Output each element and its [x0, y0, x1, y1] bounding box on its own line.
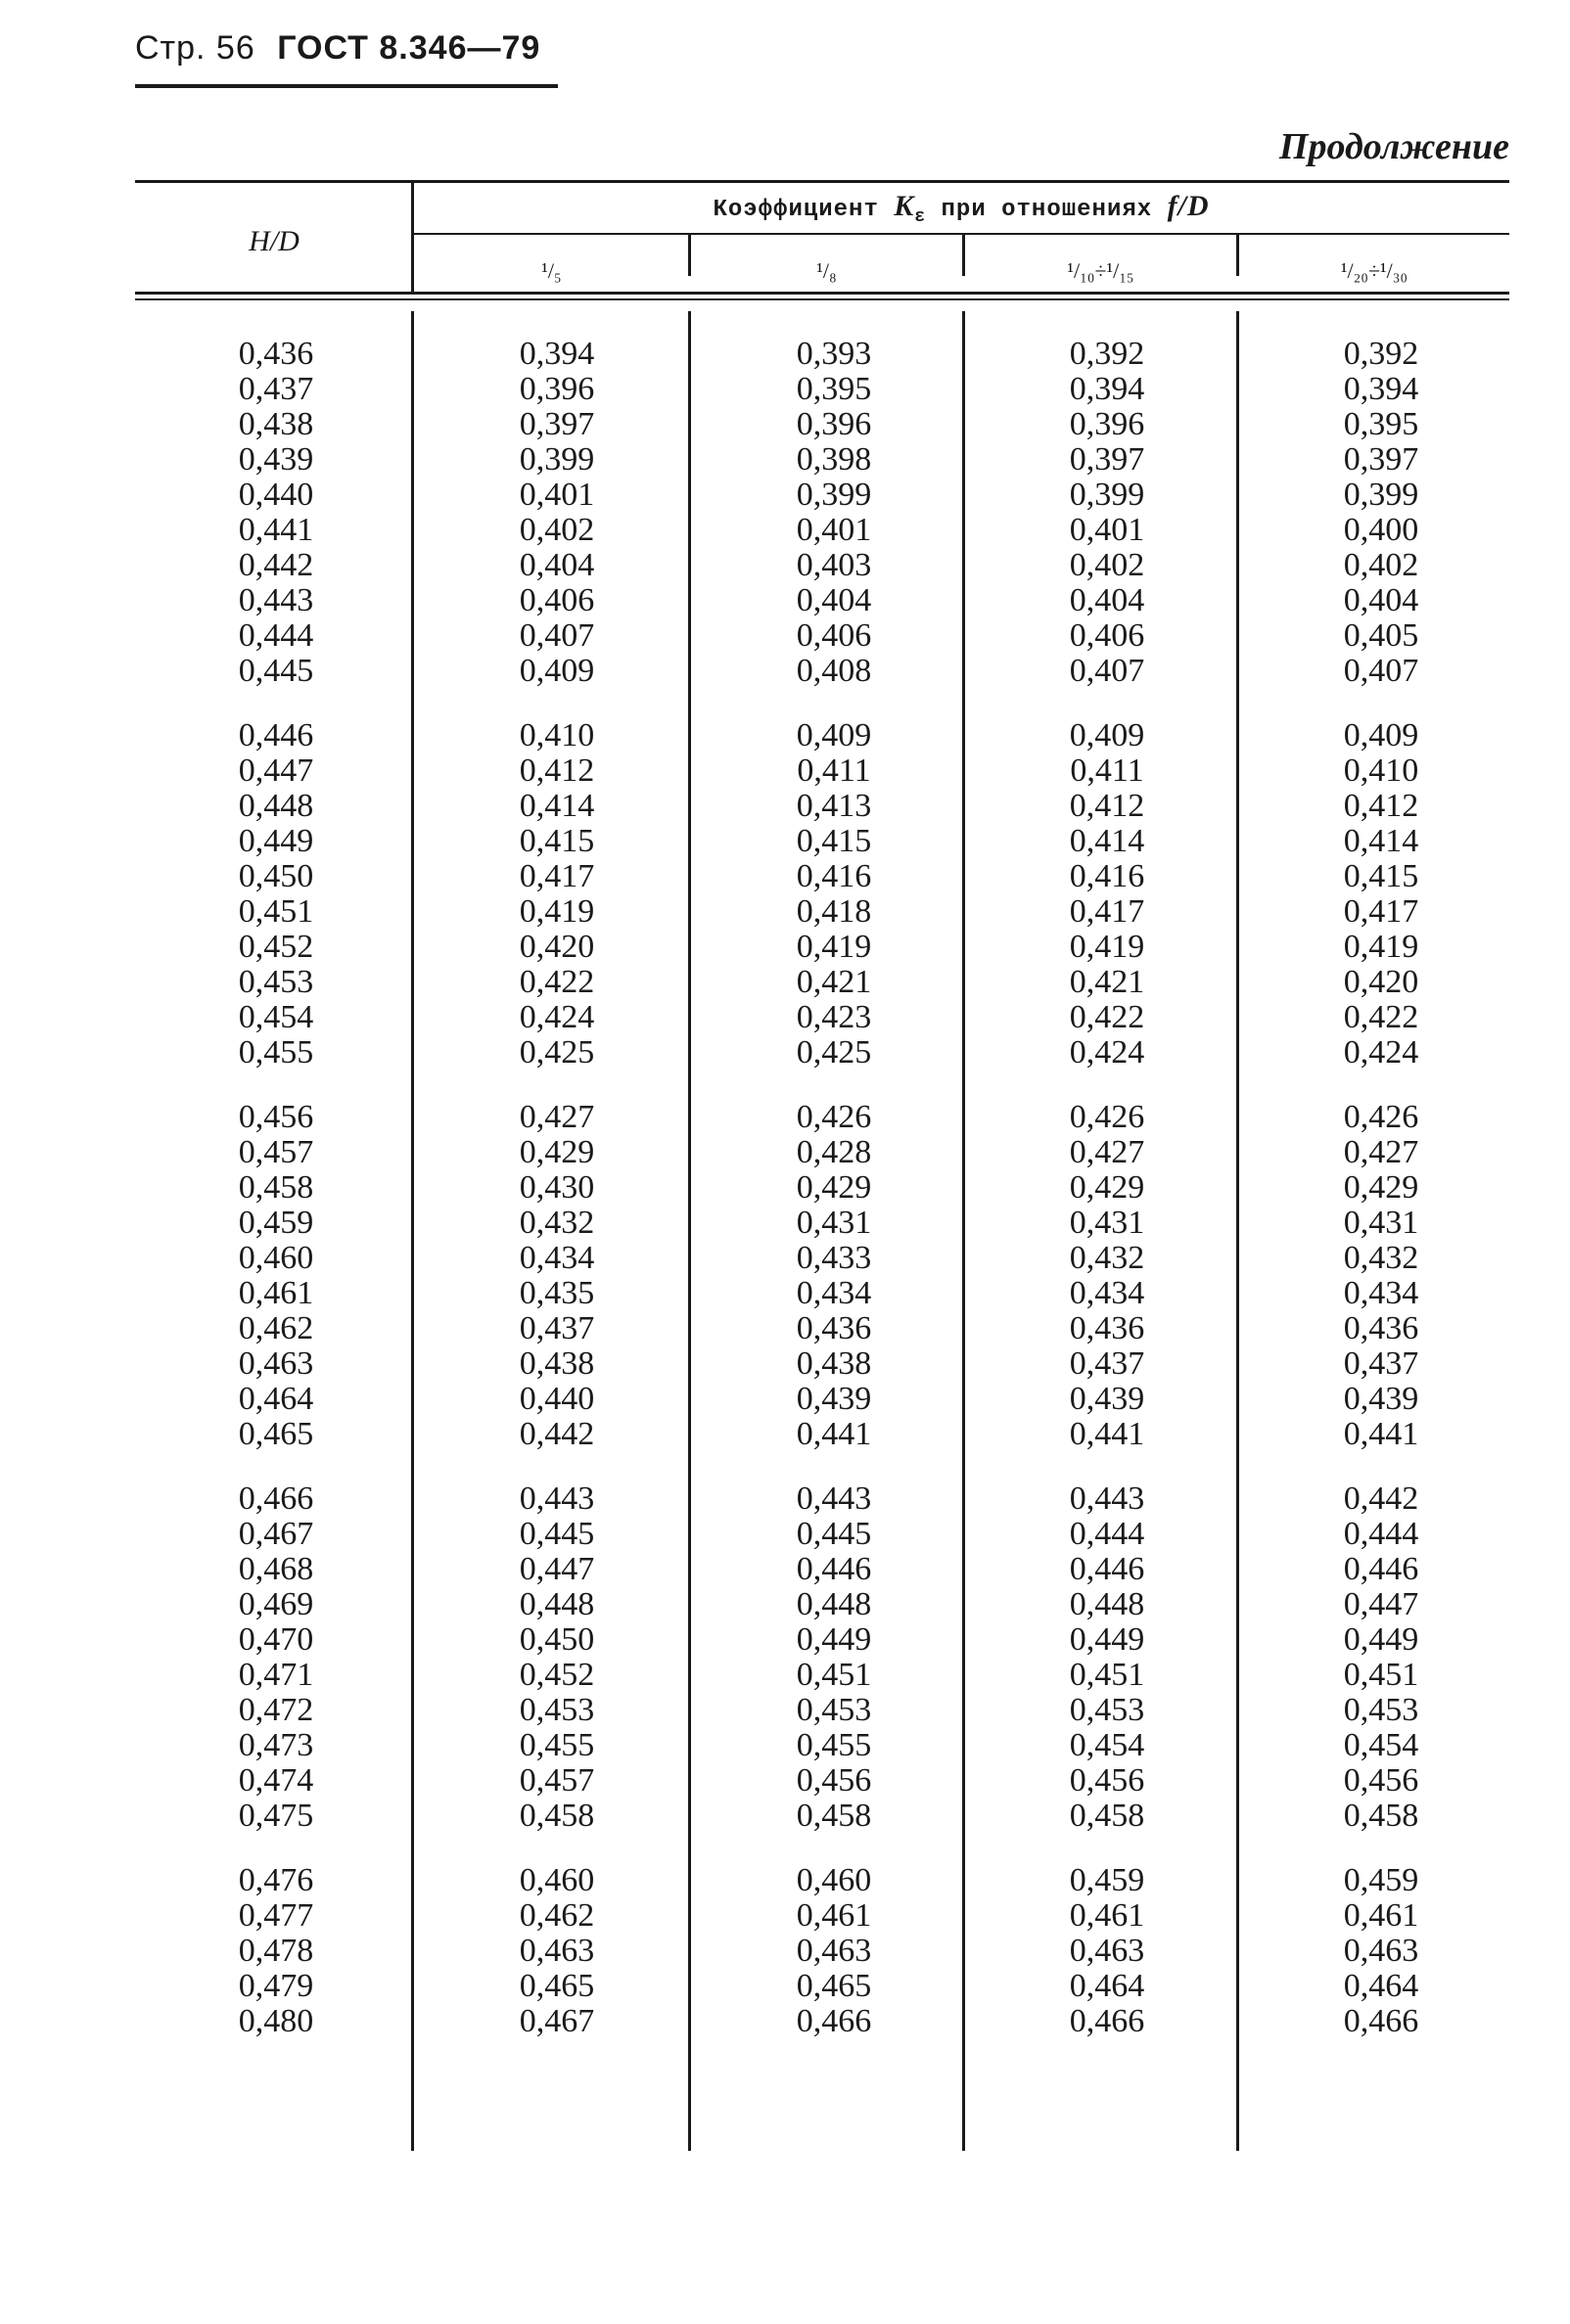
- column-group-caption: [413, 190, 1509, 227]
- hd-value: 0,436: [238, 336, 314, 372]
- hd-value: 0,474: [238, 1762, 314, 1799]
- ratio-1-20-30-value-column: [1253, 337, 1509, 689]
- ratio-1-8-value: 0,449: [796, 1621, 872, 1658]
- ratio-1-5-value: 0,414: [519, 788, 595, 824]
- ratio-1-10-15-value: 0,432: [1069, 1240, 1145, 1276]
- ratio-1-8-value-column: [706, 1100, 962, 1452]
- ratio-1-8-value: 0,433: [796, 1240, 872, 1276]
- hd-value: 0,462: [238, 1310, 314, 1346]
- ratio-1-20-30-value-column: [1253, 1100, 1509, 1452]
- hd-value-column: [159, 718, 393, 1071]
- hd-value: 0,472: [238, 1692, 314, 1728]
- ratio-1-5-value: 0,434: [519, 1240, 595, 1276]
- ratio-1-20-30-value: 0,402: [1343, 547, 1419, 583]
- ratio-1-10-15-value: 0,461: [1069, 1897, 1145, 1934]
- ratio-1-10-15-value: 0,411: [1070, 752, 1144, 789]
- hd-value-column: [159, 1863, 393, 2039]
- hd-value-column: [159, 1100, 393, 1452]
- caption-subscript: ε: [914, 206, 927, 227]
- row-header-label: H/D: [249, 225, 300, 257]
- ratio-1-5-value: 0,443: [519, 1481, 595, 1517]
- ratio-1-20-30-value: 0,459: [1343, 1862, 1419, 1898]
- hd-value: 0,464: [238, 1381, 314, 1417]
- ratio-1-20-30-value: 0,466: [1343, 2003, 1419, 2039]
- ratio-1-20-30-value: 0,431: [1343, 1205, 1419, 1241]
- coefficient-table: [135, 180, 1509, 2153]
- page-header: [135, 29, 540, 68]
- hd-value: 0,468: [238, 1551, 314, 1587]
- hd-value: 0,465: [238, 1416, 314, 1452]
- ratio-1-20-30-value: 0,463: [1343, 1933, 1419, 1969]
- ratio-1-20-30-value: 0,441: [1343, 1416, 1419, 1452]
- body-divider-1: [688, 311, 691, 2151]
- ratio-1-5-value: 0,463: [519, 1933, 595, 1969]
- hd-value: 0,448: [238, 788, 314, 824]
- body-divider-2: [962, 311, 965, 2151]
- hd-value: 0,450: [238, 858, 314, 894]
- ratio-1-5-value: 0,419: [519, 893, 595, 930]
- ratio-1-20-30-value: 0,420: [1343, 964, 1419, 1000]
- ratio-1-20-30-value-column: [1253, 1481, 1509, 1834]
- ratio-1-20-30-value: 0,461: [1343, 1897, 1419, 1934]
- hd-value: 0,480: [238, 2003, 314, 2039]
- column-header-1-5: ¹/₅: [541, 258, 562, 283]
- ratio-1-20-30-value-column: [1253, 718, 1509, 1071]
- ratio-1-5-value: 0,442: [519, 1416, 595, 1452]
- ratio-1-8-value: 0,431: [796, 1205, 872, 1241]
- ratio-1-20-30-value: 0,453: [1343, 1692, 1419, 1728]
- ratio-1-5-value-column: [429, 1863, 685, 2039]
- ratio-1-5-value: 0,447: [519, 1551, 595, 1587]
- ratio-1-8-value: 0,423: [796, 999, 872, 1035]
- ratio-1-20-30-value: 0,394: [1343, 371, 1419, 407]
- hd-value: 0,442: [238, 547, 314, 583]
- ratio-1-20-30-value: 0,447: [1343, 1586, 1419, 1622]
- ratio-1-8-value: 0,404: [796, 582, 872, 618]
- ratio-1-8-value: 0,461: [796, 1897, 872, 1934]
- ratio-1-5-value: 0,448: [519, 1586, 595, 1622]
- hd-value: 0,467: [238, 1516, 314, 1552]
- ratio-1-10-15-value: 0,441: [1069, 1416, 1145, 1452]
- ratio-1-5-value: 0,422: [519, 964, 595, 1000]
- hd-value: 0,479: [238, 1968, 314, 2004]
- hd-value: 0,447: [238, 752, 314, 789]
- ratio-1-5-value: 0,432: [519, 1205, 595, 1241]
- ratio-1-20-30-value-column: [1253, 1863, 1509, 2039]
- ratio-1-8-value: 0,416: [796, 858, 872, 894]
- ratio-1-8-value-column: [706, 1481, 962, 1834]
- ratio-1-10-15-value: 0,431: [1069, 1205, 1145, 1241]
- body-divider-3: [1236, 311, 1239, 2151]
- ratio-1-5-value: 0,462: [519, 1897, 595, 1934]
- ratio-1-8-value: 0,434: [796, 1275, 872, 1311]
- ratio-1-10-15-value: 0,434: [1069, 1275, 1145, 1311]
- header-bottom-rule: [135, 292, 1509, 295]
- hd-value: 0,449: [238, 823, 314, 859]
- ratio-1-10-15-value: 0,449: [1069, 1621, 1145, 1658]
- ratio-1-5-value: 0,399: [519, 441, 595, 478]
- continuation-label: Продолжение: [1278, 126, 1509, 167]
- ratio-1-10-15-value: 0,443: [1069, 1481, 1145, 1517]
- hd-value: 0,438: [238, 406, 314, 442]
- hd-value: 0,446: [238, 717, 314, 753]
- ratio-1-10-15-value: 0,451: [1069, 1657, 1145, 1693]
- ratio-1-5-value: 0,427: [519, 1099, 595, 1135]
- ratio-1-20-30-value: 0,414: [1343, 823, 1419, 859]
- ratio-1-20-30-value: 0,432: [1343, 1240, 1419, 1276]
- ratio-1-10-15-value: 0,427: [1069, 1134, 1145, 1170]
- ratio-1-10-15-value: 0,448: [1069, 1586, 1145, 1622]
- ratio-1-10-15-value: 0,404: [1069, 582, 1145, 618]
- ratio-1-10-15-value: 0,436: [1069, 1310, 1145, 1346]
- hd-value: 0,453: [238, 964, 314, 1000]
- ratio-1-8-value: 0,458: [796, 1798, 872, 1834]
- ratio-1-8-value: 0,443: [796, 1481, 872, 1517]
- ratio-1-8-value: 0,448: [796, 1586, 872, 1622]
- hd-value: 0,445: [238, 653, 314, 689]
- ratio-1-8-value: 0,460: [796, 1862, 872, 1898]
- ratio-1-10-15-value: 0,444: [1069, 1516, 1145, 1552]
- ratio-1-5-value: 0,407: [519, 617, 595, 654]
- ratio-1-20-30-value: 0,419: [1343, 929, 1419, 965]
- caption-suffix: при отношениях: [941, 197, 1153, 223]
- ratio-1-20-30-value: 0,400: [1343, 512, 1419, 548]
- column-header-1-8: ¹/₈: [816, 258, 837, 283]
- ratio-1-8-value: 0,396: [796, 406, 872, 442]
- ratio-1-20-30-value: 0,392: [1343, 336, 1419, 372]
- hd-value: 0,463: [238, 1345, 314, 1382]
- ratio-1-20-30-value: 0,417: [1343, 893, 1419, 930]
- hd-value: 0,452: [238, 929, 314, 965]
- ratio-1-5-value: 0,438: [519, 1345, 595, 1382]
- ratio-1-5-value: 0,404: [519, 547, 595, 583]
- ratio-1-8-value: 0,438: [796, 1345, 872, 1382]
- ratio-1-5-value: 0,412: [519, 752, 595, 789]
- ratio-1-10-15-value-column: [979, 1481, 1235, 1834]
- ratio-1-20-30-value: 0,439: [1343, 1381, 1419, 1417]
- caption-rule: [413, 233, 1509, 235]
- ratio-1-20-30-value: 0,429: [1343, 1169, 1419, 1206]
- ratio-1-8-value: 0,399: [796, 477, 872, 513]
- ratio-1-20-30-value: 0,409: [1343, 717, 1419, 753]
- ratio-1-10-15-value: 0,456: [1069, 1762, 1145, 1799]
- caption-ratio: f/D: [1167, 190, 1210, 222]
- ratio-1-20-30-value: 0,456: [1343, 1762, 1419, 1799]
- hd-value: 0,469: [238, 1586, 314, 1622]
- ratio-1-10-15-value: 0,424: [1069, 1034, 1145, 1071]
- column-header-1-20-30: ¹/₂₀÷¹/₃₀: [1340, 258, 1408, 283]
- ratio-1-10-15-value: 0,406: [1069, 617, 1145, 654]
- body-divider-hd: [411, 311, 414, 2151]
- ratio-1-10-15-value: 0,426: [1069, 1099, 1145, 1135]
- ratio-1-10-15-value: 0,466: [1069, 2003, 1145, 2039]
- ratio-1-5-value: 0,406: [519, 582, 595, 618]
- ratio-1-10-15-value: 0,464: [1069, 1968, 1145, 2004]
- ratio-1-10-15-value: 0,463: [1069, 1933, 1145, 1969]
- ratio-1-8-value: 0,441: [796, 1416, 872, 1452]
- ratio-1-8-value: 0,456: [796, 1762, 872, 1799]
- ratio-1-8-value: 0,418: [796, 893, 872, 930]
- header-rule: [135, 84, 558, 88]
- ratio-1-20-30-value: 0,415: [1343, 858, 1419, 894]
- hd-value: 0,457: [238, 1134, 314, 1170]
- ratio-1-8-value: 0,398: [796, 441, 872, 478]
- hd-value: 0,456: [238, 1099, 314, 1135]
- ratio-1-20-30-value: 0,399: [1343, 477, 1419, 513]
- ratio-1-10-15-value: 0,446: [1069, 1551, 1145, 1587]
- ratio-1-20-30-value: 0,424: [1343, 1034, 1419, 1071]
- ratio-1-5-value-column: [429, 718, 685, 1071]
- hd-value: 0,444: [238, 617, 314, 654]
- ratio-1-5-value: 0,453: [519, 1692, 595, 1728]
- ratio-1-20-30-value: 0,449: [1343, 1621, 1419, 1658]
- ratio-1-5-value: 0,417: [519, 858, 595, 894]
- ratio-1-20-30-value: 0,454: [1343, 1727, 1419, 1763]
- ratio-1-10-15-value: 0,416: [1069, 858, 1145, 894]
- standard-code: ГОСТ 8.346—79: [277, 29, 541, 67]
- hd-value-column: [159, 1481, 393, 1834]
- ratio-1-10-15-value: 0,394: [1069, 371, 1145, 407]
- ratio-1-5-value-column: [429, 1481, 685, 1834]
- ratio-1-8-value: 0,401: [796, 512, 872, 548]
- ratio-1-8-value: 0,439: [796, 1381, 872, 1417]
- ratio-1-8-value-column: [706, 718, 962, 1071]
- ratio-1-10-15-value-column: [979, 1863, 1235, 2039]
- ratio-1-20-30-value: 0,410: [1343, 752, 1419, 789]
- ratio-1-10-15-value: 0,396: [1069, 406, 1145, 442]
- ratio-1-8-value: 0,445: [796, 1516, 872, 1552]
- ratio-1-5-value: 0,452: [519, 1657, 595, 1693]
- ratio-1-8-value: 0,406: [796, 617, 872, 654]
- ratio-1-10-15-value: 0,458: [1069, 1798, 1145, 1834]
- hd-value: 0,439: [238, 441, 314, 478]
- ratio-1-8-value: 0,466: [796, 2003, 872, 2039]
- ratio-1-5-value: 0,420: [519, 929, 595, 965]
- ratio-1-5-value: 0,440: [519, 1381, 595, 1417]
- ratio-1-5-value: 0,437: [519, 1310, 595, 1346]
- ratio-1-20-30-value: 0,458: [1343, 1798, 1419, 1834]
- hd-value: 0,460: [238, 1240, 314, 1276]
- hd-value: 0,451: [238, 893, 314, 930]
- table-top-rule: [135, 180, 1509, 183]
- hd-value: 0,455: [238, 1034, 314, 1071]
- ratio-1-20-30-value: 0,404: [1343, 582, 1419, 618]
- hd-value: 0,461: [238, 1275, 314, 1311]
- ratio-1-10-15-value: 0,399: [1069, 477, 1145, 513]
- hd-value: 0,473: [238, 1727, 314, 1763]
- hd-value: 0,459: [238, 1205, 314, 1241]
- ratio-1-10-15-value: 0,392: [1069, 336, 1145, 372]
- ratio-1-8-value: 0,413: [796, 788, 872, 824]
- hd-value-column: [159, 337, 393, 689]
- ratio-1-8-value: 0,436: [796, 1310, 872, 1346]
- ratio-1-5-value: 0,460: [519, 1862, 595, 1898]
- ratio-1-10-15-value-column: [979, 718, 1235, 1071]
- ratio-1-5-value: 0,450: [519, 1621, 595, 1658]
- ratio-1-20-30-value: 0,434: [1343, 1275, 1419, 1311]
- ratio-1-8-value: 0,395: [796, 371, 872, 407]
- hd-value: 0,470: [238, 1621, 314, 1658]
- ratio-1-20-30-value: 0,395: [1343, 406, 1419, 442]
- ratio-1-8-value: 0,425: [796, 1034, 872, 1071]
- ratio-1-8-value: 0,463: [796, 1933, 872, 1969]
- ratio-1-5-value: 0,402: [519, 512, 595, 548]
- ratio-1-5-value: 0,455: [519, 1727, 595, 1763]
- hd-value: 0,476: [238, 1862, 314, 1898]
- ratio-1-8-value: 0,403: [796, 547, 872, 583]
- ratio-1-20-30-value: 0,397: [1343, 441, 1419, 478]
- hd-value: 0,477: [238, 1897, 314, 1934]
- ratio-1-10-15-value: 0,407: [1069, 653, 1145, 689]
- ratio-1-8-value: 0,419: [796, 929, 872, 965]
- ratio-1-8-value: 0,411: [797, 752, 871, 789]
- ratio-1-8-value-column: [706, 337, 962, 689]
- ratio-1-8-value: 0,415: [796, 823, 872, 859]
- caption-prefix: Коэффициент: [713, 197, 879, 223]
- ratio-1-10-15-value: 0,402: [1069, 547, 1145, 583]
- ratio-1-5-value: 0,457: [519, 1762, 595, 1799]
- ratio-1-10-15-value: 0,414: [1069, 823, 1145, 859]
- ratio-1-10-15-value: 0,437: [1069, 1345, 1145, 1382]
- ratio-1-20-30-value: 0,412: [1343, 788, 1419, 824]
- ratio-1-10-15-value: 0,419: [1069, 929, 1145, 965]
- ratio-1-8-value: 0,446: [796, 1551, 872, 1587]
- hd-value: 0,471: [238, 1657, 314, 1693]
- ratio-1-5-value: 0,410: [519, 717, 595, 753]
- ratio-1-10-15-value: 0,422: [1069, 999, 1145, 1035]
- ratio-1-5-value: 0,430: [519, 1169, 595, 1206]
- ratio-1-20-30-value: 0,442: [1343, 1481, 1419, 1517]
- ratio-1-10-15-value: 0,412: [1069, 788, 1145, 824]
- ratio-1-20-30-value: 0,464: [1343, 1968, 1419, 2004]
- ratio-1-10-15-value-column: [979, 337, 1235, 689]
- ratio-1-5-value: 0,467: [519, 2003, 595, 2039]
- ratio-1-20-30-value: 0,427: [1343, 1134, 1419, 1170]
- ratio-1-10-15-value: 0,459: [1069, 1862, 1145, 1898]
- ratio-1-8-value: 0,429: [796, 1169, 872, 1206]
- ratio-1-5-value: 0,415: [519, 823, 595, 859]
- hd-value: 0,466: [238, 1481, 314, 1517]
- ratio-1-8-value: 0,426: [796, 1099, 872, 1135]
- hd-value: 0,441: [238, 512, 314, 548]
- ratio-1-5-value: 0,435: [519, 1275, 595, 1311]
- ratio-1-10-15-value: 0,439: [1069, 1381, 1145, 1417]
- ratio-1-10-15-value: 0,453: [1069, 1692, 1145, 1728]
- ratio-1-8-value: 0,421: [796, 964, 872, 1000]
- ratio-1-20-30-value: 0,407: [1343, 653, 1419, 689]
- ratio-1-5-value: 0,425: [519, 1034, 595, 1071]
- hd-value: 0,437: [238, 371, 314, 407]
- hd-value: 0,458: [238, 1169, 314, 1206]
- ratio-1-10-15-value: 0,409: [1069, 717, 1145, 753]
- ratio-1-5-value: 0,409: [519, 653, 595, 689]
- ratio-1-10-15-value: 0,397: [1069, 441, 1145, 478]
- ratio-1-10-15-value: 0,401: [1069, 512, 1145, 548]
- ratio-1-5-value: 0,465: [519, 1968, 595, 2004]
- hd-value: 0,475: [238, 1798, 314, 1834]
- ratio-1-8-value: 0,451: [796, 1657, 872, 1693]
- ratio-1-8-value: 0,453: [796, 1692, 872, 1728]
- hd-value: 0,478: [238, 1933, 314, 1969]
- ratio-1-20-30-value: 0,444: [1343, 1516, 1419, 1552]
- hd-value: 0,440: [238, 477, 314, 513]
- ratio-1-5-value: 0,458: [519, 1798, 595, 1834]
- ratio-1-10-15-value: 0,454: [1069, 1727, 1145, 1763]
- ratio-1-10-15-value: 0,421: [1069, 964, 1145, 1000]
- ratio-1-8-value: 0,455: [796, 1727, 872, 1763]
- ratio-1-5-value: 0,429: [519, 1134, 595, 1170]
- ratio-1-20-30-value: 0,451: [1343, 1657, 1419, 1693]
- ratio-1-10-15-value: 0,429: [1069, 1169, 1145, 1206]
- ratio-1-10-15-value-column: [979, 1100, 1235, 1452]
- header-bottom-rule-2: [135, 298, 1509, 300]
- caption-symbol: K: [894, 190, 915, 222]
- ratio-1-8-value-column: [706, 1863, 962, 2039]
- ratio-1-5-value-column: [429, 1100, 685, 1452]
- ratio-1-5-value: 0,397: [519, 406, 595, 442]
- ratio-1-20-30-value: 0,422: [1343, 999, 1419, 1035]
- ratio-1-20-30-value: 0,446: [1343, 1551, 1419, 1587]
- ratio-1-8-value: 0,428: [796, 1134, 872, 1170]
- ratio-1-20-30-value: 0,405: [1343, 617, 1419, 654]
- ratio-1-8-value: 0,409: [796, 717, 872, 753]
- ratio-1-5-value: 0,401: [519, 477, 595, 513]
- ratio-1-5-value: 0,424: [519, 999, 595, 1035]
- ratio-1-10-15-value: 0,417: [1069, 893, 1145, 930]
- ratio-1-8-value: 0,408: [796, 653, 872, 689]
- ratio-1-5-value: 0,394: [519, 336, 595, 372]
- ratio-1-8-value: 0,465: [796, 1968, 872, 2004]
- ratio-1-5-value: 0,445: [519, 1516, 595, 1552]
- ratio-1-20-30-value: 0,436: [1343, 1310, 1419, 1346]
- page-number: Стр. 56: [135, 29, 255, 67]
- ratio-1-5-value-column: [429, 337, 685, 689]
- hd-value: 0,454: [238, 999, 314, 1035]
- hd-value: 0,443: [238, 582, 314, 618]
- column-header-1-10-15: ¹/₁₀÷¹/₁₅: [1067, 258, 1134, 283]
- ratio-1-5-value: 0,396: [519, 371, 595, 407]
- ratio-1-20-30-value: 0,426: [1343, 1099, 1419, 1135]
- ratio-1-8-value: 0,393: [796, 336, 872, 372]
- ratio-1-20-30-value: 0,437: [1343, 1345, 1419, 1382]
